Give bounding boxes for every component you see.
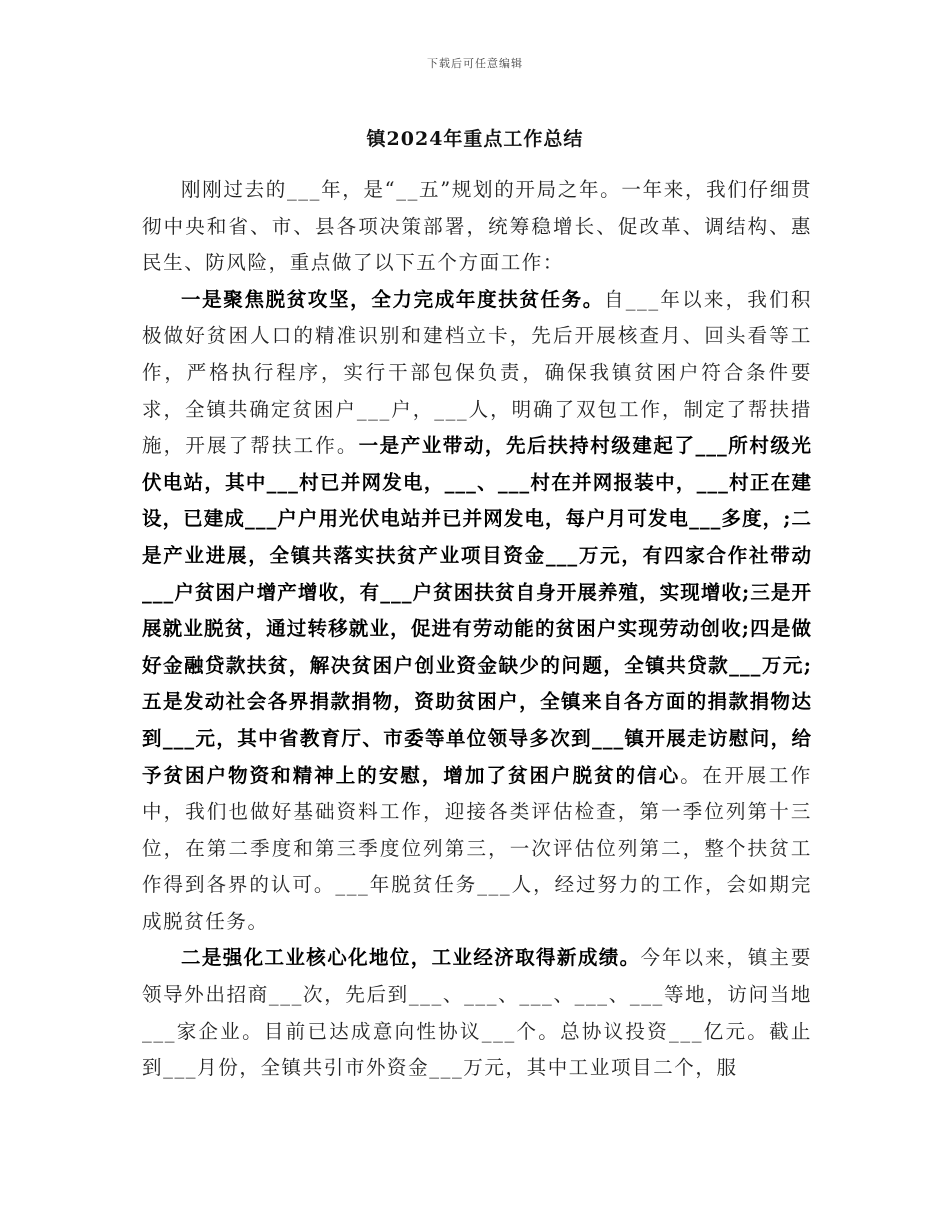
- section-heading: 二是强化工业核心化地位，工业经济取得新成绩。: [181, 946, 641, 970]
- document-title: 镇2024年重点工作总结: [366, 128, 584, 150]
- paragraph-industry: [142, 940, 812, 1086]
- text-run: 刚刚过去的___年，是“__五”规划的开局之年。一年来，我们仔细贯彻中央和省、市、县各项决策部署，统筹稳增长、促改革、调结构、惠民生、防风险，重点做了以下五个方面工作：: [142, 178, 812, 275]
- download-note: 下载后可任意编辑: [427, 57, 523, 70]
- text-run: 。在开展工作中，我们也做好基础资料工作，迎接各类评估检查，第一季位列第十三位，在第二季度和第三季度位列第三，一次评估位列第二，整个扶贫工作得到各界的认可。___年脱贫任务___人，经过努力的工作，会如期完成脱贫任务。: [142, 763, 812, 933]
- text-run: 今年以来，镇主要领导外出招商___次，先后到___、___、___、___、___等地，访问当地___家企业。目前已达成意向性协议___个。总协议投资___亿元。截止到___月份，全镇共引市外资金___万元，其中工业项目二个，服: [142, 946, 812, 1080]
- paragraph-poverty-alleviation: [142, 282, 812, 941]
- paragraph-intro: [142, 172, 812, 282]
- text-run-bold: 一是产业带动，先后扶持村级建起了___所村级光伏电站，其中___村已并网发电，___、___村在并网报装中，___村正在建设，已建成___户户用光伏电站并已并网发电，每户月可发电___多度，;二是产业进展，全镇共落实扶贫产业项目资金___万元，有四家合作社带动___户贫困户增产增收，有___户贫困扶贫自身开展养殖，实现增收;三是开展就业脱贫，通过转移就业，促进有劳动能的贫困户实现劳动创收;四是做好金融贷款扶贫，解决贫困户创业资金缺少的问题，全镇共贷款___万元;五是发动社会各界捐款捐物，资助贫困户，全镇来自各方面的捐款捐物达到___元，其中省教育厅、市委等单位领导多次到___镇开展走访慰问，给予贫困户物资和精神上的安慰，增加了贫困户脱贫的信心: [142, 434, 812, 787]
- document-body: [142, 172, 812, 1087]
- section-heading: 一是聚焦脱贫攻坚，全力完成年度扶贫任务。: [181, 287, 604, 311]
- text-run: 自___年以来，我们积极做好贫困人口的精准识别和建档立卡，先后开展核查月、回头看等工作，严格执行程序，实行干部包保负责，确保我镇贫困户符合条件要求，全镇共确定贫困户___户，___人，明确了双包工作，制定了帮扶措施，开展了帮扶工作。: [142, 287, 812, 458]
